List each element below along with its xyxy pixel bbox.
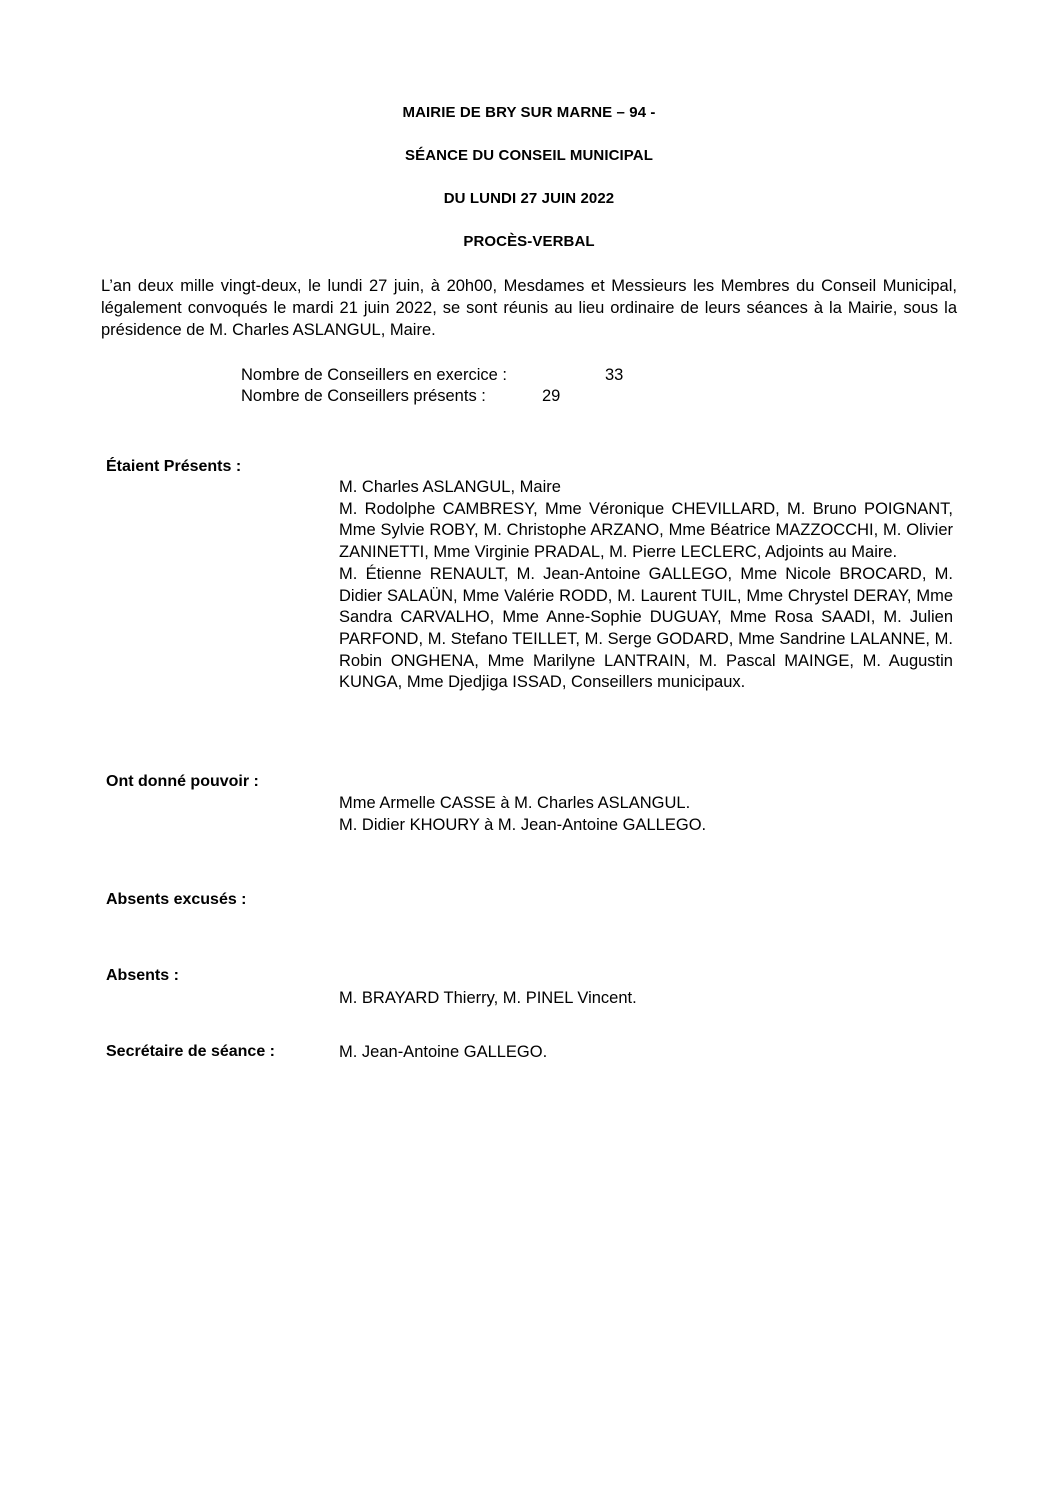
absent-label: Absents : (106, 967, 179, 984)
header-session: SÉANCE DU CONSEIL MUNICIPAL (405, 147, 653, 164)
header-minutes: PROCÈS-VERBAL (463, 233, 595, 250)
absent-list: M. BRAYARD Thierry, M. PINEL Vincent. (339, 989, 637, 1007)
header-town: MAIRIE DE BRY SUR MARNE – 94 - (402, 104, 656, 121)
proxy-item: M. Didier KHOURY à M. Jean-Antoine GALLEGO. (339, 816, 707, 834)
present-list (339, 477, 953, 694)
present-mayor: M. Charles ASLANGUL, Maire (339, 478, 561, 496)
present-label: Étaient Présents : (106, 458, 242, 475)
intro-paragraph: L’an deux mille vingt-deux, le lundi 27 juin, à 20h00, Mesdames et Messieurs les Membres du Conseil Municipal, légalement convoqués le mardi 21 juin 2022, se sont réunis au lieu ordinaire de leurs séances à la Mairie, sous la présidence de M. Charles ASLANGUL, Maire. (101, 277, 957, 339)
secretary-name: M. Jean-Antoine GALLEGO. (339, 1043, 548, 1061)
proxy-item: Mme Armelle CASSE à M. Charles ASLANGUL. (339, 794, 691, 812)
secretary-label: Secrétaire de séance : (106, 1043, 275, 1060)
present-councillors: M. Étienne RENAULT, M. Jean-Antoine GALLEGO, Mme Nicole BROCARD, M. Didier SALAÜN, Mme Valérie RODD, M. Laurent TUIL, Mme Chrystel DERAY, Mme Sandra CARVALHO, Mme Anne-Sophie DUGUAY, Mme Rosa SAADI, M. Julien PARFOND, M. Stefano TEILLET, M. Serge GODARD, Mme Sandrine LALANNE, M. Robin ONGHENA, Mme Marilyne LANTRAIN, M. Pascal MAINGE, M. Augustin KUNGA, Mme Djedjiga ISSAD, Conseillers municipaux. (339, 564, 953, 692)
excused-label: Absents excusés : (106, 891, 247, 908)
count-in-office-value: 33 (605, 366, 624, 384)
present-deputies: M. Rodolphe CAMBRESY, Mme Véronique CHEVILLARD, M. Bruno POIGNANT, Mme Sylvie ROBY, M. Christophe ARZANO, Mme Béatrice MAZZOCCHI, M. Olivier ZANINETTI, Mme Virginie PRADAL, M. Pierre LECLERC, Adjoints au Maire. (339, 499, 953, 562)
header-date: DU LUNDI 27 JUIN 2022 (443, 190, 615, 207)
count-present-label: Nombre de Conseillers présents : (241, 387, 486, 405)
count-in-office-label: Nombre de Conseillers en exercice : (241, 366, 507, 384)
count-present-value: 29 (542, 387, 561, 405)
proxies-label: Ont donné pouvoir : (106, 773, 259, 790)
